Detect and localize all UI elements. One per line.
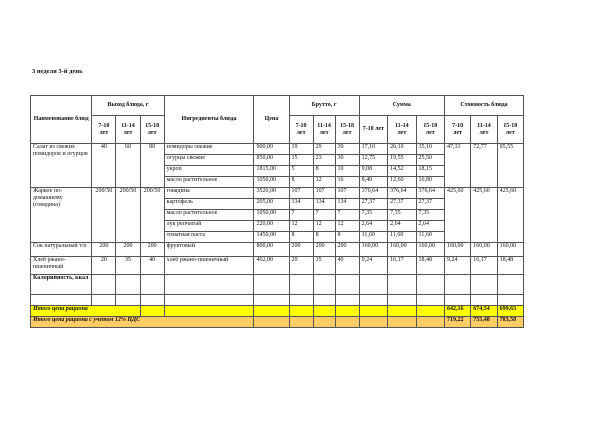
ingredient-price: 1815,00 (254, 166, 289, 177)
ingredient-name: фруктовый (164, 243, 254, 257)
total-vat-value: 719,22 (445, 317, 471, 328)
brutto-cell: 12 (313, 221, 335, 232)
ingredient-price: 220,00 (254, 221, 289, 232)
age-header: 15-18 лет (416, 116, 444, 144)
age-header: 7-10 лет (445, 116, 471, 144)
age-header: 15-18 лет (497, 116, 523, 144)
sum-cell: 16,80 (416, 177, 444, 188)
sum-cell: 376,64 (416, 188, 444, 199)
dish-cost: 160,00 (497, 243, 523, 257)
table-row (31, 295, 524, 306)
brutto-cell: 16 (335, 177, 359, 188)
dish-output: 200/50 (92, 188, 116, 243)
brutto-cell: 12 (335, 221, 359, 232)
ingredient-price: 3520,00 (254, 188, 289, 199)
brutto-cell: 7 (289, 210, 313, 221)
calories-row (31, 275, 524, 295)
col-header-sum: Сумма (359, 96, 444, 116)
sum-cell: 27,37 (359, 199, 387, 210)
col-header-price: Цена (254, 96, 289, 144)
dish-cost: 160,00 (471, 243, 497, 257)
ingredient-price: 850,00 (254, 155, 289, 166)
brutto-cell: 200 (289, 243, 313, 257)
sum-cell: 12,60 (388, 177, 416, 188)
sum-cell: 17,10 (359, 144, 387, 155)
brutto-cell: 8 (289, 177, 313, 188)
sum-cell: 11,60 (416, 232, 444, 243)
calories-label: Калорийность, ккал (31, 275, 92, 295)
table-row (31, 243, 524, 257)
sum-cell: 11,60 (359, 232, 387, 243)
brutto-cell: 107 (289, 188, 313, 199)
page-title: 3 неделя 3-й день (32, 68, 83, 75)
sum-cell: 2,64 (416, 221, 444, 232)
brutto-cell: 8 (313, 166, 335, 177)
age-header: 11-14 лет (116, 116, 140, 144)
brutto-cell: 5 (289, 166, 313, 177)
sum-cell: 160,00 (359, 243, 387, 257)
sum-cell: 27,37 (388, 199, 416, 210)
sum-cell: 160,00 (388, 243, 416, 257)
dish-output: 35 (116, 257, 140, 275)
ingredient-name: помидоры свежие (164, 144, 254, 155)
sum-cell: 160,00 (416, 243, 444, 257)
age-header: 7-10 лет (359, 116, 387, 144)
ingredient-name: масло растительное (164, 177, 254, 188)
brutto-cell: 19 (289, 144, 313, 155)
ingredient-price: 800,00 (254, 243, 289, 257)
sum-cell: 19,55 (388, 155, 416, 166)
menu-table (30, 95, 524, 328)
dish-cost: 16,17 (471, 257, 497, 275)
brutto-cell: 39 (335, 144, 359, 155)
total-vat-label: Итого цена рациона с учетом 12% НДС (31, 317, 254, 328)
brutto-cell: 134 (335, 199, 359, 210)
brutto-cell: 23 (313, 155, 335, 166)
sum-cell: 14,52 (388, 166, 416, 177)
ingredient-name: картофель (164, 199, 254, 210)
sum-cell: 9,08 (359, 166, 387, 177)
total-value: 699,63 (497, 306, 523, 317)
dish-output: 200 (92, 243, 116, 257)
total-vat-value: 755,48 (471, 317, 497, 328)
sum-cell: 9,24 (359, 257, 387, 275)
dish-cost: 425,60 (445, 188, 471, 243)
sum-cell: 2,64 (359, 221, 387, 232)
dish-output: 40 (92, 144, 116, 188)
total-row (31, 306, 524, 317)
ingredient-name: лук репчатый (164, 221, 254, 232)
brutto-cell: 8 (289, 232, 313, 243)
age-header: 7-10 лет (92, 116, 116, 144)
sum-cell: 8,40 (359, 177, 387, 188)
dish-name: Хлеб ржано-пшеничный (31, 257, 92, 275)
age-header: 11-14 лет (471, 116, 497, 144)
table-row (31, 144, 524, 155)
ingredient-price: 1050,00 (254, 210, 289, 221)
sum-cell: 7,35 (388, 210, 416, 221)
total-vat-row (31, 317, 524, 328)
dish-name: Салат из свежих помидоров и огурцов (31, 144, 92, 188)
brutto-cell: 134 (313, 199, 335, 210)
sum-cell: 26,10 (388, 144, 416, 155)
ingredient-name: укроп (164, 166, 254, 177)
dish-output: 200 (140, 243, 164, 257)
dish-output: 60 (116, 144, 140, 188)
col-header-output: Выход блюда, г (92, 96, 164, 116)
ingredient-name: томатная паста (164, 232, 254, 243)
dish-output: 200 (116, 243, 140, 257)
brutto-cell: 7 (313, 210, 335, 221)
dish-cost: 18,48 (497, 257, 523, 275)
sum-cell: 7,35 (416, 210, 444, 221)
total-value: 642,16 (445, 306, 471, 317)
header-row-1 (31, 96, 524, 116)
brutto-cell: 35 (313, 257, 335, 275)
sum-cell: 12,75 (359, 155, 387, 166)
sum-cell: 376,64 (388, 188, 416, 199)
sum-cell: 2,64 (388, 221, 416, 232)
brutto-cell: 107 (335, 188, 359, 199)
brutto-cell: 107 (313, 188, 335, 199)
brutto-cell: 8 (335, 232, 359, 243)
table-row (31, 188, 524, 199)
ingredient-name: огурцы свежие (164, 155, 254, 166)
sum-cell: 376,64 (359, 188, 387, 199)
age-header: 15-18 лет (140, 116, 164, 144)
age-header: 15-18 лет (335, 116, 359, 144)
col-header-name: Наименование блюд (31, 96, 92, 144)
sum-cell: 27,37 (416, 199, 444, 210)
dish-name: Жаркое по-домашнему (говядина) (31, 188, 92, 243)
brutto-cell: 8 (313, 232, 335, 243)
sum-cell: 16,17 (388, 257, 416, 275)
ingredient-price: 462,00 (254, 257, 289, 275)
ingredient-price: 1450,00 (254, 232, 289, 243)
dish-output: 80 (140, 144, 164, 188)
brutto-cell: 7 (335, 210, 359, 221)
ingredient-name: хлеб ржано-пшеничный (164, 257, 254, 275)
sum-cell: 7,35 (359, 210, 387, 221)
dish-output: 40 (140, 257, 164, 275)
dish-cost: 425,60 (471, 188, 497, 243)
brutto-cell: 134 (289, 199, 313, 210)
brutto-cell: 12 (313, 177, 335, 188)
sum-cell: 18,48 (416, 257, 444, 275)
dish-output: 200/50 (116, 188, 140, 243)
col-header-brutto: Брутто, г (289, 96, 359, 116)
dish-name: Сок натуральный т/п (31, 243, 92, 257)
dish-output: 200/50 (140, 188, 164, 243)
brutto-cell: 10 (335, 166, 359, 177)
total-label: Итого цена рациона (31, 306, 141, 317)
sum-cell: 35,10 (416, 144, 444, 155)
dish-cost: 72,77 (471, 144, 497, 188)
dish-cost: 160,00 (445, 243, 471, 257)
ingredient-name: говядина (164, 188, 254, 199)
brutto-cell: 40 (335, 257, 359, 275)
total-value: 674,54 (471, 306, 497, 317)
dish-cost: 425,60 (497, 188, 523, 243)
brutto-cell: 30 (335, 155, 359, 166)
dish-output: 20 (92, 257, 116, 275)
ingredient-name: масло растительное (164, 210, 254, 221)
ingredient-price: 900,00 (254, 144, 289, 155)
total-vat-value: 783,58 (497, 317, 523, 328)
brutto-cell: 29 (313, 144, 335, 155)
brutto-cell: 12 (289, 221, 313, 232)
brutto-cell: 200 (335, 243, 359, 257)
brutto-cell: 200 (313, 243, 335, 257)
age-header: 11-14 лет (388, 116, 416, 144)
ingredient-price: 1050,00 (254, 177, 289, 188)
col-header-cost: Стоимость блюда (445, 96, 524, 116)
dish-cost: 9,24 (445, 257, 471, 275)
age-header: 7-10 лет (289, 116, 313, 144)
brutto-cell: 15 (289, 155, 313, 166)
dish-cost: 95,55 (497, 144, 523, 188)
brutto-cell: 20 (289, 257, 313, 275)
sum-cell: 25,50 (416, 155, 444, 166)
sum-cell: 18,15 (416, 166, 444, 177)
table-row (31, 257, 524, 275)
age-header: 11-14 лет (313, 116, 335, 144)
sum-cell: 11,60 (388, 232, 416, 243)
col-header-ingredients: Ингредиенты блюда (164, 96, 254, 144)
ingredient-price: 205,00 (254, 199, 289, 210)
dish-cost: 47,33 (445, 144, 471, 188)
